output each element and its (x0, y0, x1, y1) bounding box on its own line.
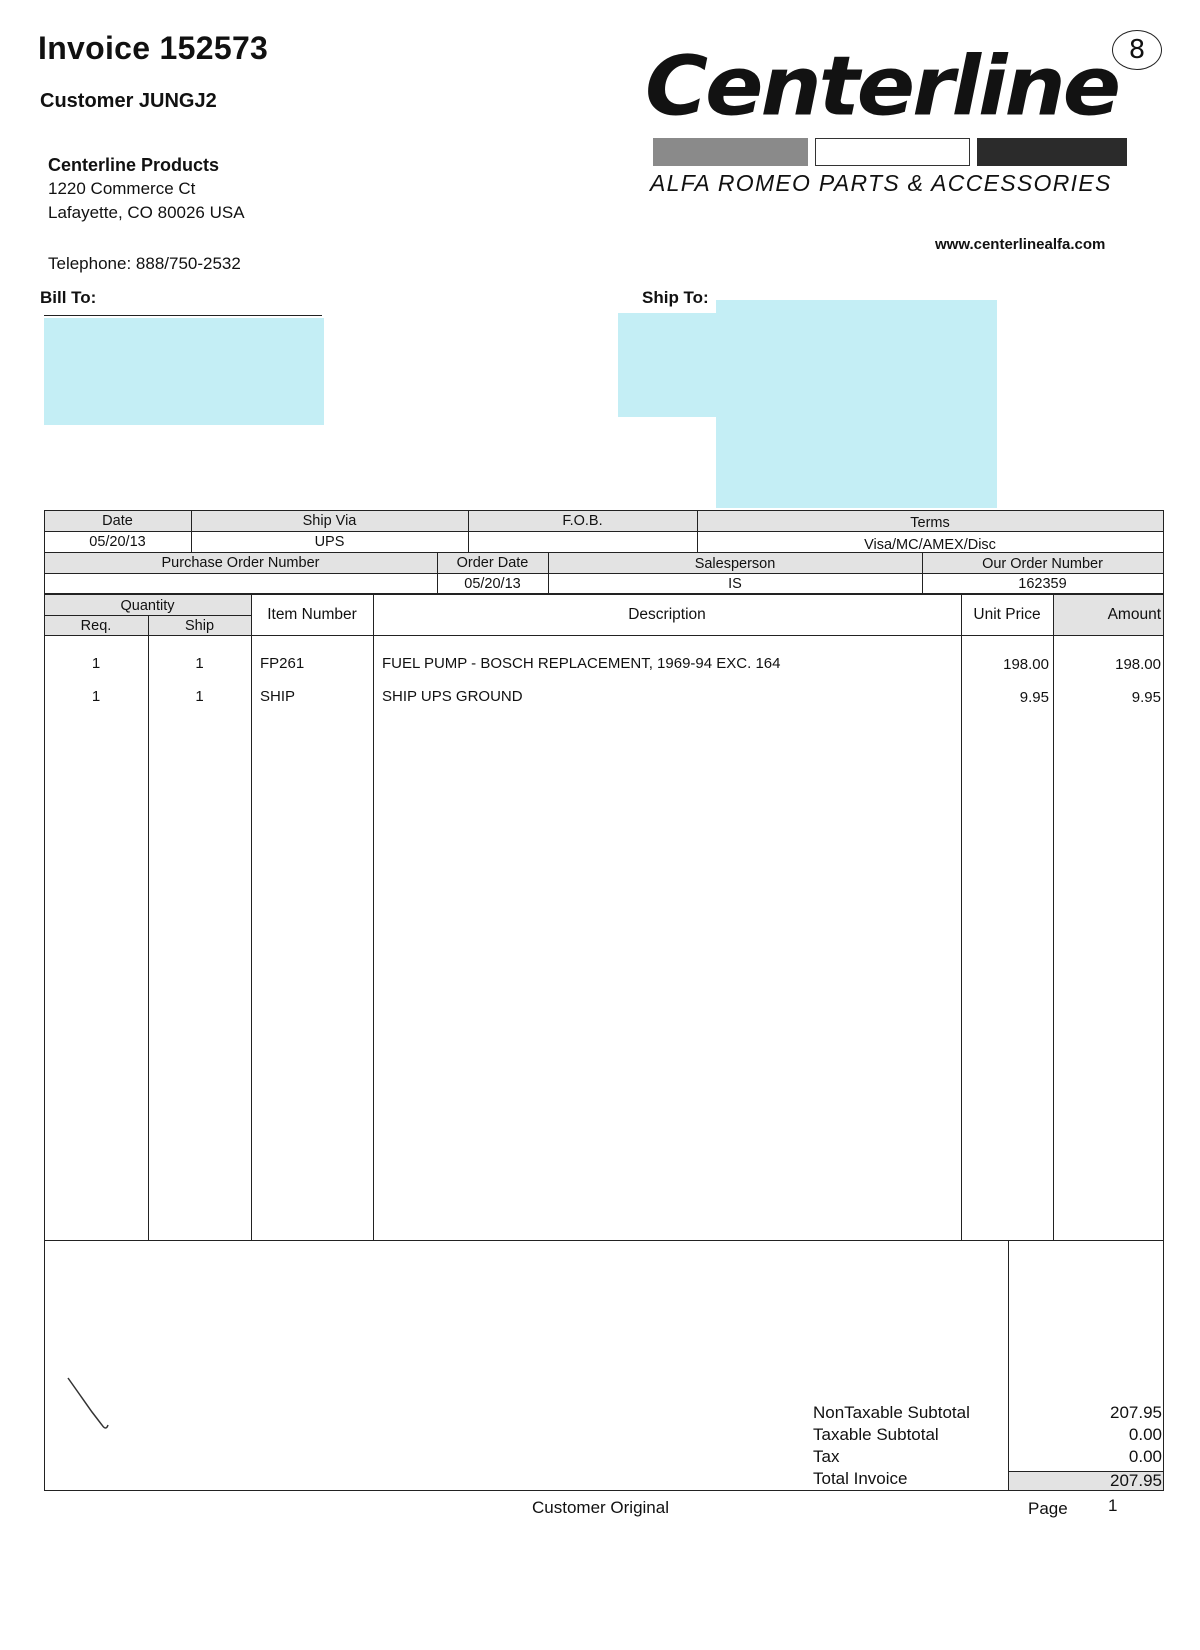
row-item-number: FP261 (260, 655, 305, 672)
row-unit-price: 9.95 (1019, 689, 1049, 706)
circled-number-annotation: 8 (1112, 30, 1162, 70)
unit-price-header: Unit Price (973, 606, 1041, 623)
terms-header: Terms (910, 515, 950, 531)
centerline-logo: Centerline (645, 39, 1119, 135)
date-header: Date (102, 513, 133, 529)
page-label: Page (1028, 1499, 1068, 1518)
row-ship: 1 (195, 655, 204, 672)
customer-original-label: Customer Original (532, 1498, 669, 1517)
address-line-2: Lafayette, CO 80026 USA (48, 203, 245, 222)
our-order-header: Our Order Number (982, 556, 1103, 572)
description-header: Description (628, 606, 706, 623)
salesperson-value: IS (728, 576, 742, 592)
row-ship: 1 (195, 688, 204, 705)
row-description: SHIP UPS GROUND (382, 688, 523, 705)
ship-to-redacted (716, 300, 997, 508)
order-date-value: 05/20/13 (464, 576, 521, 592)
logo-bar-dark (977, 138, 1127, 166)
fob-header: F.O.B. (562, 513, 603, 529)
item-number-header: Item Number (267, 606, 357, 623)
total-invoice-label: Total Invoice (813, 1469, 908, 1488)
amount-header: Amount (1107, 606, 1161, 623)
row-amount: 198.00 (1115, 656, 1161, 673)
customer-id: Customer JUNGJ2 (40, 90, 217, 112)
po-header: Purchase Order Number (161, 555, 320, 571)
row-req: 1 (91, 655, 101, 672)
ship-header: Ship (184, 618, 215, 634)
bill-to-label: Bill To: (40, 288, 97, 307)
row-item-number: SHIP (260, 688, 296, 705)
tax-label: Tax (813, 1447, 840, 1466)
invoice-title: Invoice 152573 (38, 30, 269, 66)
salesperson-header: Salesperson (694, 556, 776, 572)
date-value: 05/20/13 (89, 534, 146, 550)
telephone: Telephone: 888/750-2532 (48, 254, 241, 273)
req-header: Req. (80, 618, 112, 634)
tax-value: 0.00 (1128, 1447, 1162, 1466)
bill-to-redacted (44, 318, 324, 425)
taxable-subtotal-value: 0.00 (1128, 1425, 1162, 1444)
row-description: FUEL PUMP - BOSCH REPLACEMENT, 1969-94 EXC. 164 (382, 655, 781, 672)
terms-value: Visa/MC/AMEX/Disc (864, 537, 996, 553)
taxable-subtotal-label: Taxable Subtotal (813, 1425, 939, 1444)
nontaxable-subtotal-label: NonTaxable Subtotal (813, 1403, 970, 1422)
total-invoice-value: 207.95 (1110, 1471, 1162, 1490)
pen-mark (64, 1375, 124, 1435)
row-unit-price: 198.00 (1003, 656, 1049, 673)
order-date-header: Order Date (456, 555, 529, 571)
logo-bar-white (815, 138, 970, 166)
ship-via-value: UPS (314, 534, 345, 550)
ship-to-label: Ship To: (642, 288, 709, 307)
address-line-1: 1220 Commerce Ct (48, 179, 196, 198)
logo-tagline: ALFA ROMEO PARTS & ACCESSORIES (650, 170, 1112, 196)
row-amount: 9.95 (1131, 689, 1161, 706)
website-url[interactable]: www.centerlinealfa.com (935, 236, 1106, 253)
ship-to-redacted-left (618, 313, 716, 417)
our-order-value: 162359 (1018, 576, 1067, 592)
nontaxable-subtotal-value: 207.95 (1110, 1403, 1162, 1422)
ship-via-header: Ship Via (302, 513, 357, 529)
row-req: 1 (91, 688, 101, 705)
logo-color-bars (653, 138, 1127, 166)
page-number: 1 (1108, 1496, 1118, 1515)
logo-bar-grey (653, 138, 808, 166)
quantity-header: Quantity (120, 598, 175, 614)
company-name: Centerline Products (48, 155, 220, 175)
